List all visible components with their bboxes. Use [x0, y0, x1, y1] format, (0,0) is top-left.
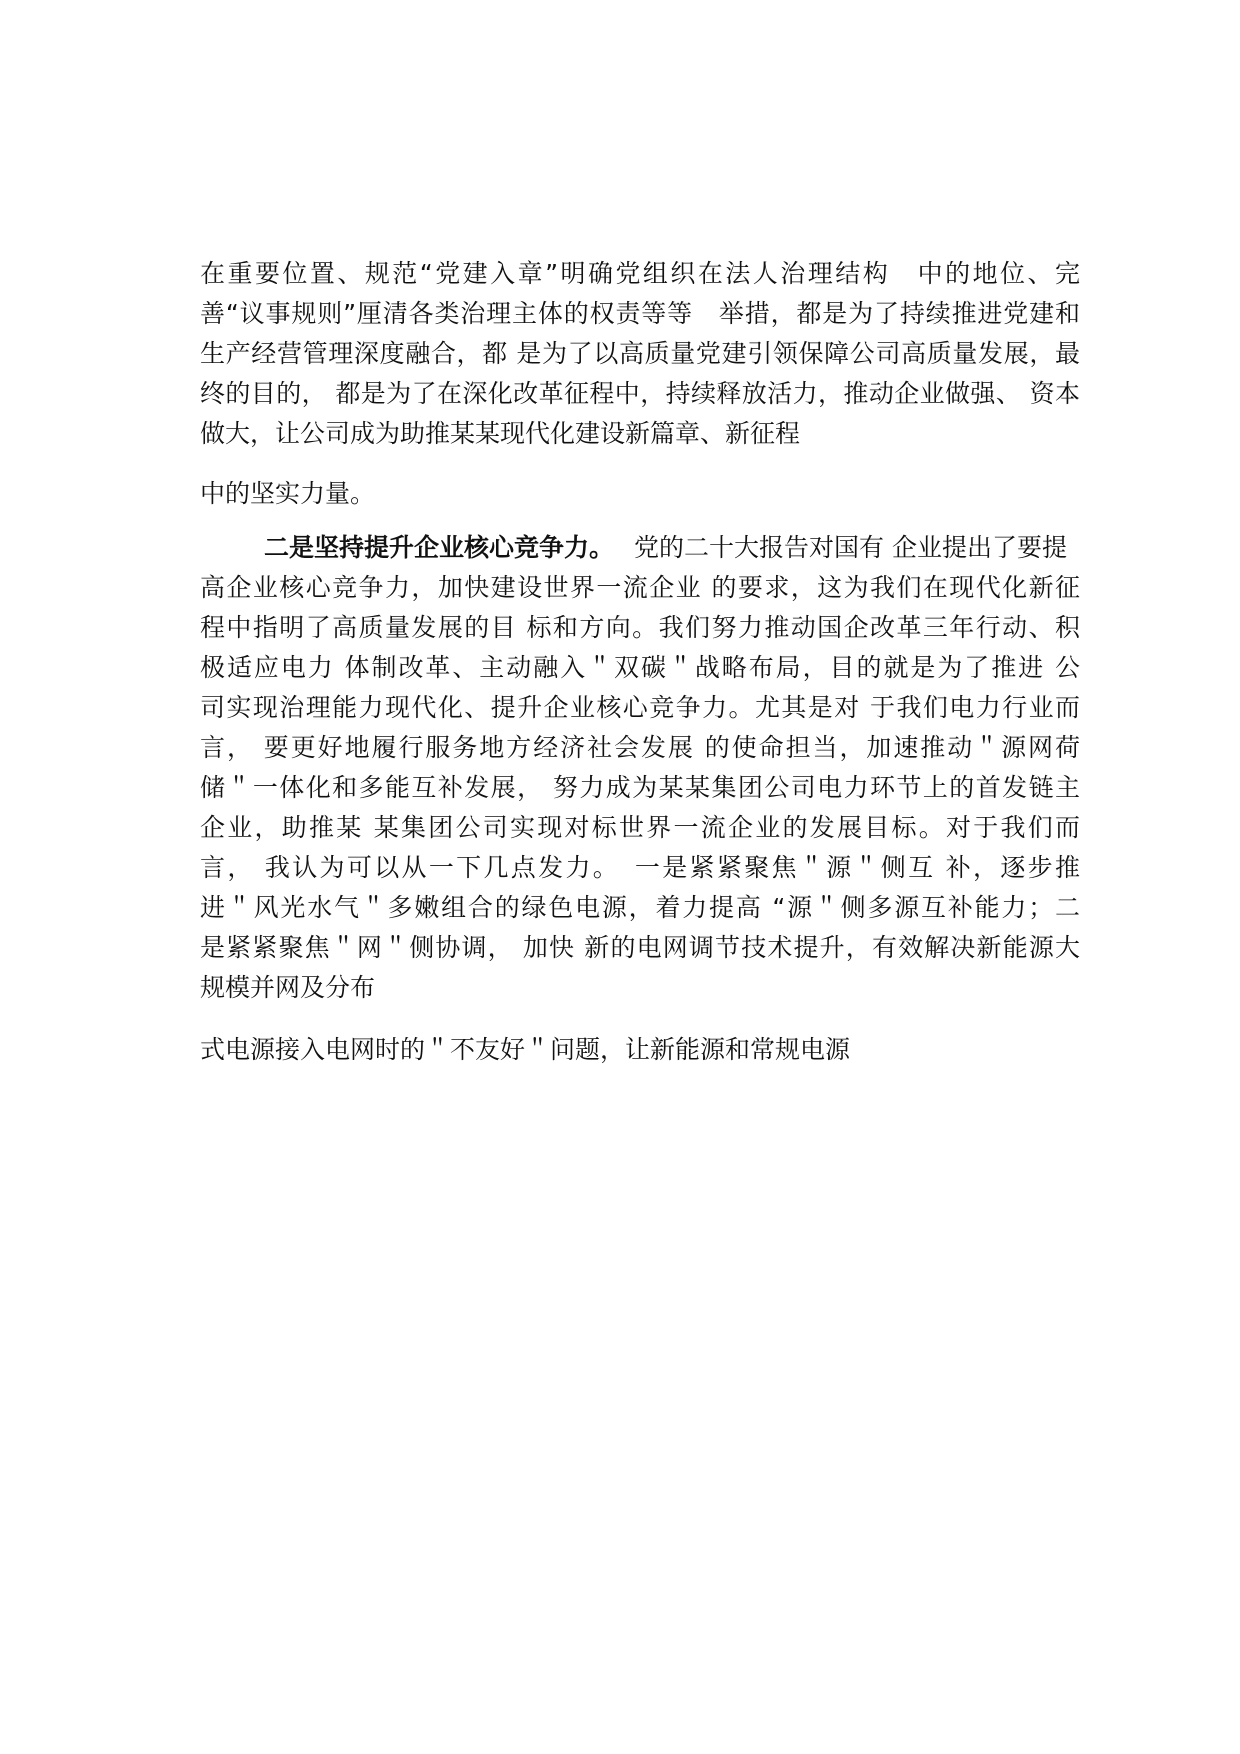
paragraph-line: 高企业核心竞争力，加快建设世界一流企业 的要求，这为我们在现代化新征 [200, 573, 1080, 602]
paragraph-line: 生产经营管理深度融合，都 是为了以高质量党建引领保障公司高质量发展，最 [200, 339, 1080, 368]
section-heading: 二是坚持提升企业核心竞争力。 [264, 533, 615, 562]
paragraph-line: 终的目的， 都是为了在深化改革征程中，持续释放活力，推动企业做强、 资本 [200, 379, 1080, 408]
paragraph-line: 善“议事规则”厘清各类治理主体的权责等等 举措，都是为了持续推进党建和 [200, 299, 1080, 328]
paragraph-line: 程中指明了高质量发展的目 标和方向。我们努力推动国企改革三年行动、积 [200, 613, 1080, 642]
paragraph-first-line [200, 528, 1080, 568]
paragraph-text: 党的二十大报告对国有 企业提出了要提 [634, 533, 1067, 562]
paragraph-line: 司实现治理能力现代化、提升企业核心竞争力。尤其是对 于我们电力行业而 [200, 693, 1080, 722]
paragraph-continuation: 中的坚实力量。 [200, 479, 376, 508]
paragraph-line: 在重要位置、规范“党建入章”明确党组织在法人治理结构 中的地位、完 [200, 259, 1080, 288]
paragraph-line: 是紧紧聚焦＂网＂侧协调， 加快 新的电网调节技术提升，有效解决新能源大 [200, 933, 1080, 962]
paragraph-line: 规模并网及分布 [200, 973, 376, 1002]
paragraph-line: 极适应电力 体制改革、主动融入＂双碳＂战略布局，目的就是为了推进 公 [200, 653, 1080, 682]
paragraph-line: 做大，让公司成为助推某某现代化建设新篇章、新征程 [200, 419, 801, 448]
paragraph-line: 言， 要更好地履行服务地方经济社会发展 的使命担当，加速推动＂源网荷 [200, 733, 1080, 762]
paragraph-continuation: 式电源接入电网时的＂不友好＂问题，让新能源和常规电源 [200, 1035, 851, 1064]
paragraph-line: 进＂风光水气＂多嫩组合的绿色电源，着力提高 “源＂侧多源互补能力；二 [200, 893, 1080, 922]
paragraph-line: 企业，助推某 某集团公司实现对标世界一流企业的发展目标。对于我们而 [200, 813, 1080, 842]
paragraph-line: 储＂一体化和多能互补发展， 努力成为某某集团公司电力环节上的首发链主 [200, 773, 1080, 802]
paragraph-line: 言， 我认为可以从一下几点发力。 一是紧紧聚焦＂源＂侧互 补，逐步推 [200, 853, 1080, 882]
